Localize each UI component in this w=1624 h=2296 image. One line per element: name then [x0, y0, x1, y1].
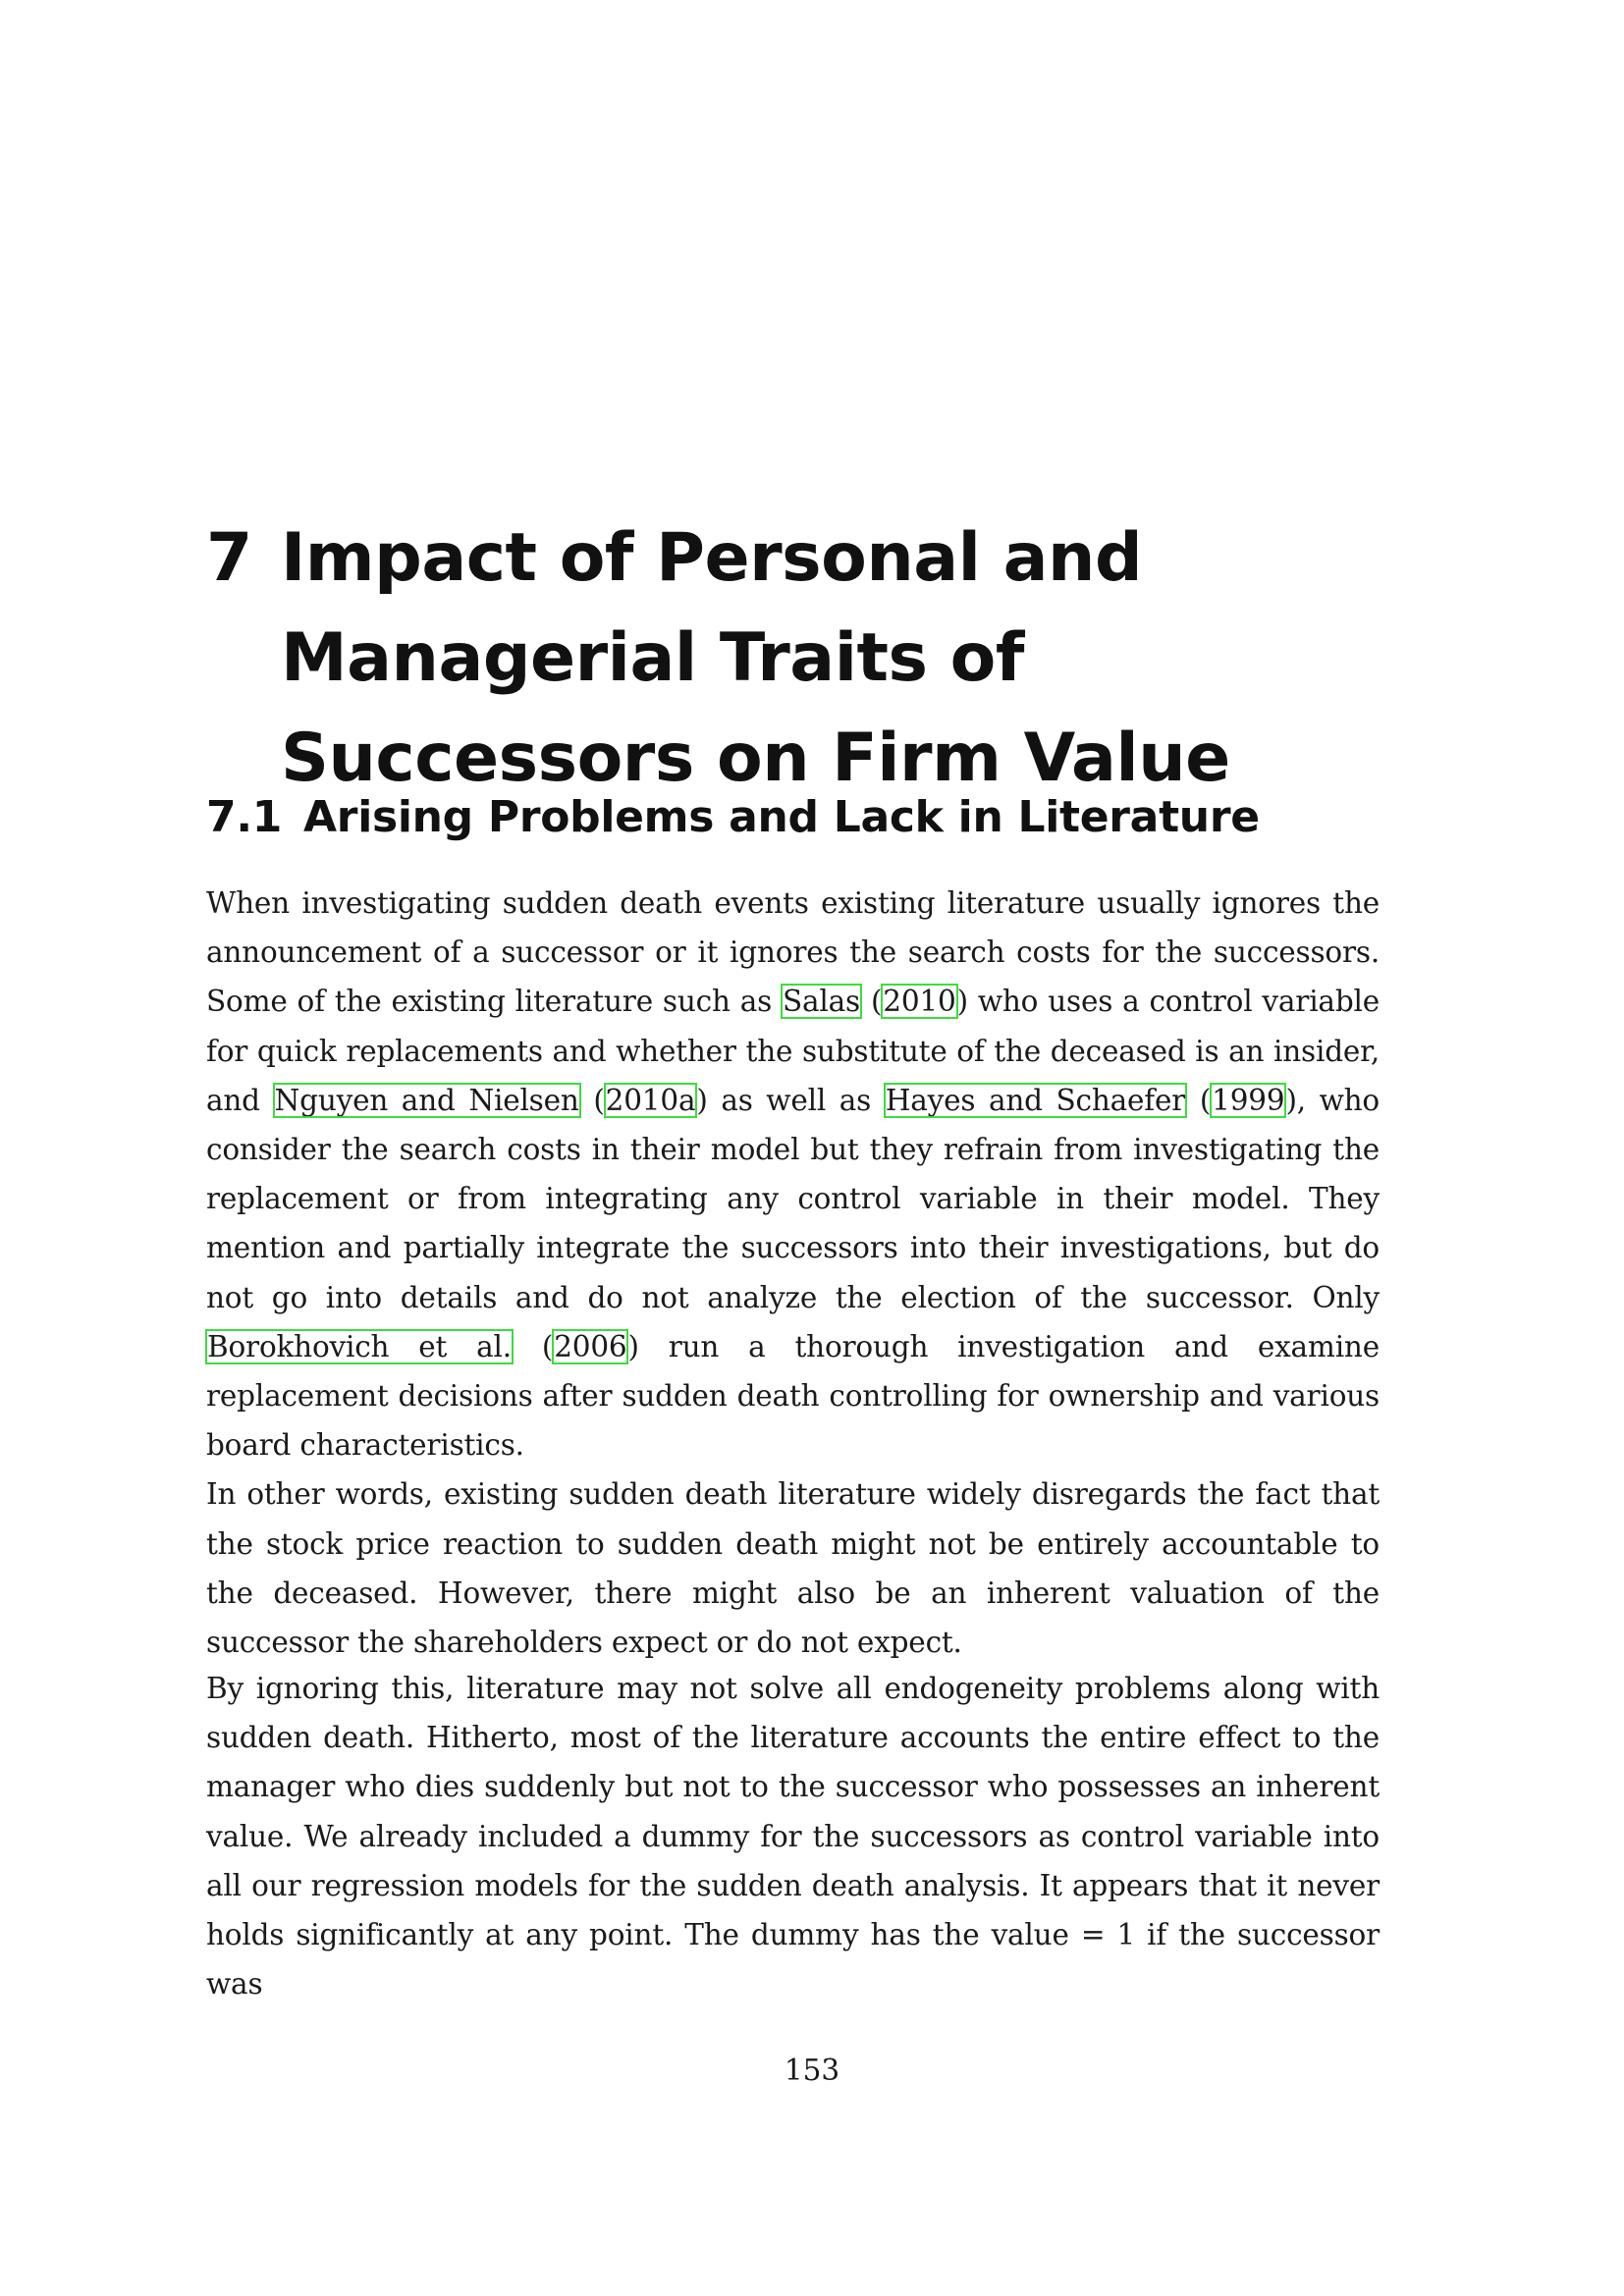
body-text-block-2 — [206, 1664, 1380, 2008]
paren-open: ( — [512, 1329, 554, 1363]
paragraph-1-text: ) run a thorough investigation and examine replacement decisions after sudden death controlling for ownership and various board characteristics. — [206, 1329, 1380, 1463]
citation-year-link-salas[interactable]: 2010 — [883, 985, 956, 1019]
page-number: 153 — [784, 2054, 840, 2087]
citation-link-borokhovich[interactable]: Borokhovich et al. — [207, 1329, 512, 1363]
paragraph-2: In other words, existing sudden death literature widely disregards the fact that the stock price reaction to sudden death might not be entirely accountable to the deceased. However, there might also be an inherent valuation of the successor the shareholders expect or do not expect. — [206, 1477, 1380, 1660]
chapter-number: 7 — [206, 519, 252, 597]
paragraph-1-text: When investigating sudden death events existing literature usually ignores the announcement of a successor or it ignores the search costs for the successors. Some of the existing literature such as — [206, 886, 1380, 1019]
paren-open: ( — [861, 985, 883, 1019]
citation-year-link-nguyen-nielsen[interactable]: 2010a — [605, 1083, 696, 1117]
citation-year-link-hayes-schaefer[interactable]: 1999 — [1212, 1083, 1285, 1117]
citation-year-link-borokhovich[interactable]: 2006 — [554, 1329, 627, 1363]
section-number: 7.1 — [206, 792, 283, 842]
paragraph-3: By ignoring this, literature may not solve all endogeneity problems along with sudden death. Hitherto, most of the literature accounts the entire effect to the manager who dies suddenly but not to the successor who possesses an inherent value. We already included a dummy for the successors as control variable into all our regression models for the sudden death analysis. It appears that it never holds significantly at any point. The dummy has the value = 1 if the successor was — [206, 1672, 1380, 2002]
citation-link-salas[interactable]: Salas — [783, 985, 860, 1019]
section-heading — [206, 788, 1434, 847]
chapter-heading — [206, 508, 1434, 809]
paragraph-1-text: ) who uses a control variable for quick replacements and whether the substitute of the deceased is an insider, and — [206, 985, 1380, 1117]
citation-link-nguyen-nielsen[interactable]: Nguyen and Nielsen — [274, 1083, 579, 1117]
paragraph-1-text: ) as well as — [696, 1083, 885, 1117]
chapter-title: Impact of Personal and Managerial Traits of Successors on Firm Value — [281, 519, 1230, 797]
paren-open: ( — [1186, 1083, 1212, 1117]
section-title: Arising Problems and Lack in Literature — [303, 792, 1260, 842]
citation-link-hayes-schaefer[interactable]: Hayes and Schaefer — [885, 1083, 1186, 1117]
paren-open: ( — [579, 1083, 605, 1117]
paragraph-1 — [206, 886, 1380, 1462]
paragraph-1-text: ), who consider the search costs in their model but they refrain from investigating the replacement or from integrating any control variable in their model. They mention and partially integrate the successors into their investigations, but do not go into details and do not analyze the election of the successor. Only — [206, 1083, 1380, 1314]
body-text-block-1 — [206, 879, 1380, 1667]
